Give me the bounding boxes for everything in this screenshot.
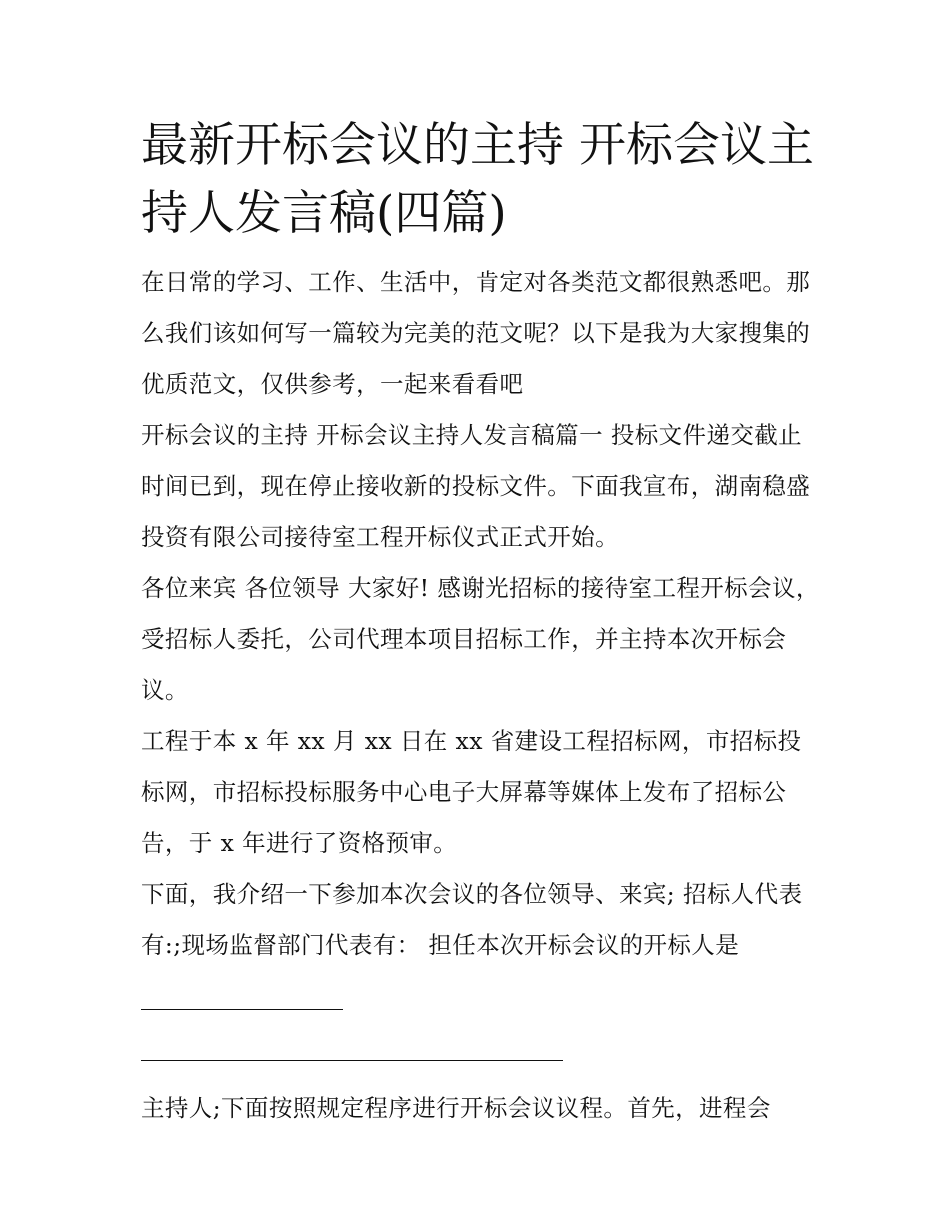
fill-in-blank-long [141, 1022, 821, 1073]
fill-in-blank-short [141, 971, 821, 1022]
paragraph-announcement: 工程于本 x 年 xx 月 xx 日在 xx 省建设工程招标网，市招标投标网，市招标投标服务中心电子大屏幕等媒体上发布了招标公告，于 x 年进行了资格预审。 [141, 727, 802, 857]
paragraph-greeting: 各位来宾 各位领导 大家好! 感谢光招标的接待室工程开标会议，受招标人委托，公司代理本项目招标工作，并主持本次开标会议。 [141, 574, 820, 704]
paragraph-opening: 开标会议的主持 开标会议主持人发言稿篇一 投标文件递交截止时间已到，现在停止接收新的投标文件。下面我宣布，湖南稳盛投资有限公司接待室工程开标仪式正式开始。 [141, 421, 811, 551]
paragraph-intro: 在日常的学习、工作、生活中，肯定对各类范文都很熟悉吧。那么我们该如何写一篇较为完美的范文呢？以下是我为大家搜集的优质范文，仅供参考，一起来看看吧 [141, 268, 811, 398]
paragraph-final: 主持人;下面按照规定程序进行开标会议议程。首先，进程会 [141, 1094, 771, 1122]
document-title: 最新开标会议的主持 开标会议主持人发言稿(四篇) [141, 118, 814, 241]
document-page [141, 112, 821, 1134]
paragraph-introductions: 下面，我介绍一下参加本次会议的各位领导、来宾; 招标人代表有:;现场监督部门代表有： 担任本次开标会议的开标人是 [141, 880, 803, 959]
underline [141, 1009, 343, 1010]
spacer [141, 1073, 821, 1083]
underline [141, 1060, 563, 1061]
